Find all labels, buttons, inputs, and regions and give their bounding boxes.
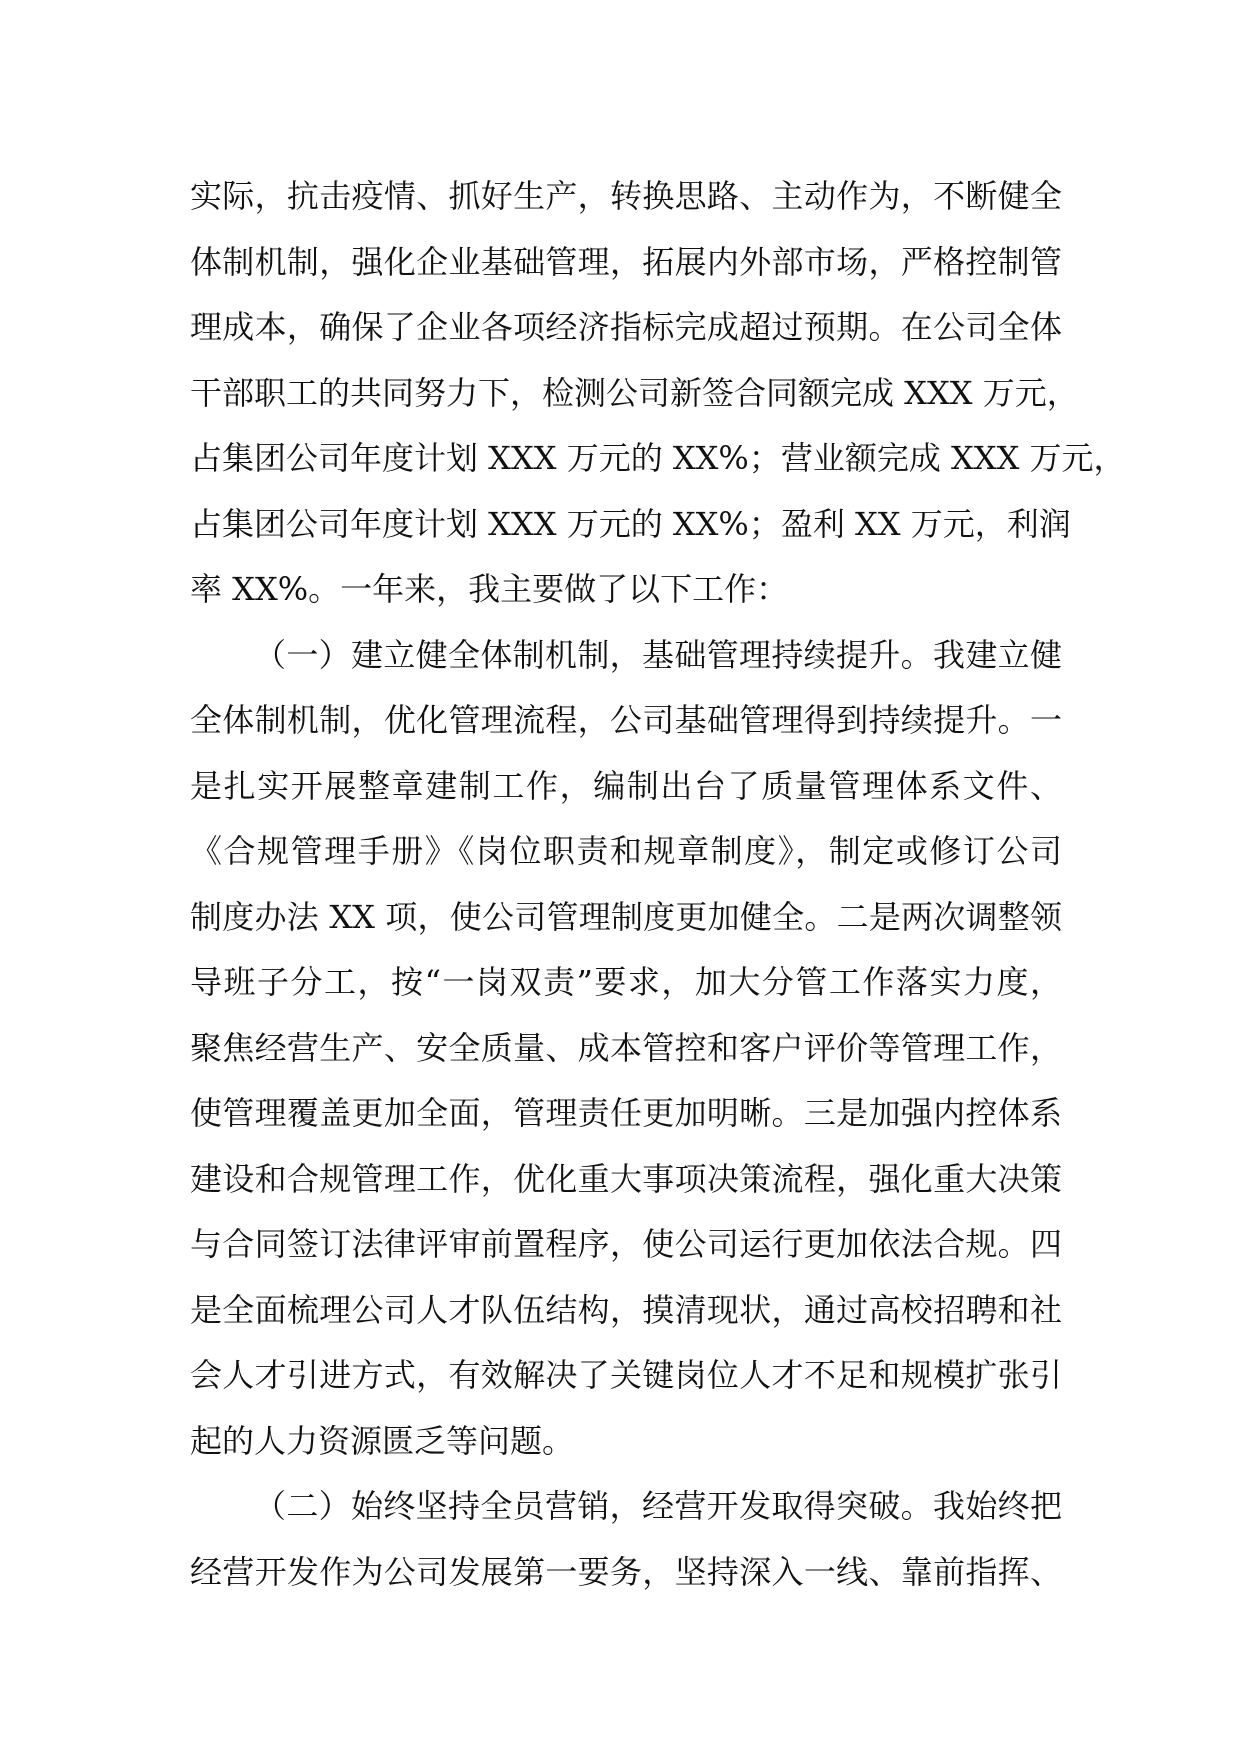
text-line: 是全面梳理公司人才队伍结构，摸清现状，通过高校招聘和社 [190, 1290, 1062, 1329]
paragraph-section-1 [190, 623, 1240, 1475]
text-line: 制度办法 XX 项，使公司管理制度更加健全。二是两次调整领 [190, 897, 1062, 936]
text-line: 干部职工的共同努力下，检测公司新签合同额完成 XXX 万元， [190, 373, 1079, 412]
text-line: 与合同签订法律评审前置程序，使公司运行更加依法合规。四 [190, 1225, 1062, 1263]
section-heading-line: （二）始终坚持全员营销，经营开发取得突破。我始终把 [254, 1487, 1062, 1525]
text-line: 《合规管理手册》《岗位职责和规章制度》，制定或修订公司 [190, 832, 1062, 870]
text-line: 理成本，确保了企业各项经济指标完成超过预期。在公司全体 [190, 308, 1062, 346]
text-line: 使管理覆盖更加全面，管理责任更加明晰。三是加强内控体系 [190, 1094, 1062, 1132]
text-line: 占集团公司年度计划 XXX 万元的 XX%；营业额完成 XXX 万元， [190, 439, 1126, 477]
section-heading-line: （一）建立健全体制机制，基础管理持续提升。我建立健 [254, 635, 1062, 674]
text-line: 实际，抗击疫情、抓好生产，转换思路、主动作为，不断健全 [190, 177, 1062, 215]
text-line: 体制机制，强化企业基础管理，拓展内外部市场，严格控制管 [190, 242, 1062, 281]
text-line: 导班子分工，按“一岗双责”要求，加大分管工作落实力度， [190, 963, 1062, 1001]
paragraph-intro [190, 164, 1240, 623]
text-line: 建设和合规管理工作，优化重大事项决策流程，强化重大决策 [190, 1159, 1062, 1198]
paragraph-section-2 [190, 1474, 1240, 1605]
text-line: 聚焦经营生产、安全质量、成本管控和客户评价等管理工作， [190, 1028, 1062, 1067]
text-line: 会人才引进方式，有效解决了关键岗位人才不足和规模扩张引 [190, 1356, 1062, 1394]
text-line: 占集团公司年度计划 XXX 万元的 XX%；盈利 XX 万元，利润 [190, 504, 1071, 543]
text-line: 经营开发作为公司发展第一要务，坚持深入一线、靠前指挥、 [190, 1552, 1062, 1591]
text-line: 是扎实开展整章建制工作，编制出台了质量管理体系文件、 [190, 766, 1062, 805]
text-line: 全体制机制，优化管理流程，公司基础管理得到持续提升。一 [190, 701, 1062, 739]
text-line: 率 XX%。一年来，我主要做了以下工作： [190, 570, 789, 608]
text-line: 起的人力资源匮乏等问题。 [190, 1421, 575, 1460]
